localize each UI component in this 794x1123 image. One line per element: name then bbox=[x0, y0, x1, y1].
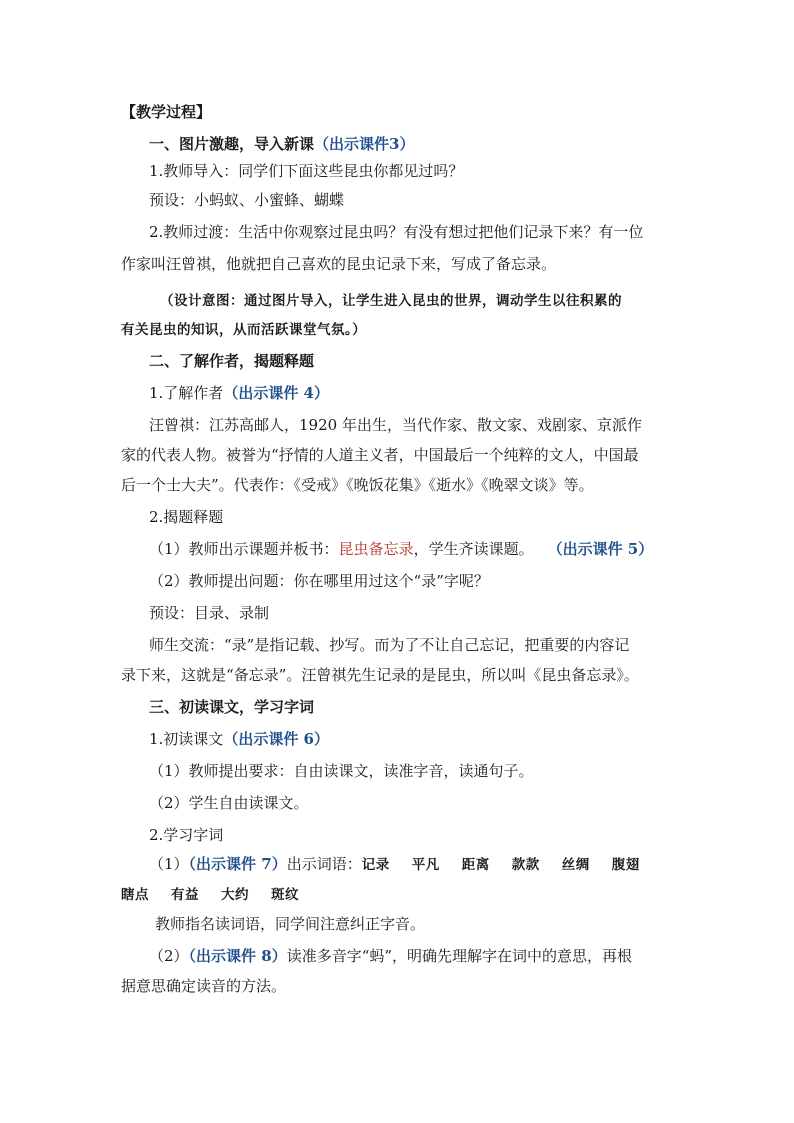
word-0: 记录 bbox=[361, 857, 390, 873]
sec3-p1-text: 1.初读课文 bbox=[149, 730, 224, 748]
word-4: 丝绸 bbox=[561, 857, 590, 873]
word-6: 瞎点 bbox=[121, 887, 149, 903]
sec3-p7-ref: （出示课件 8） bbox=[188, 947, 287, 965]
sec2-p6b: 录下来，这就是“备忘录”。汪曾祺先生记录的是昆虫，所以叫《昆虫备忘录》。 bbox=[121, 666, 639, 684]
sec3-p5-label: 出示词语： bbox=[286, 855, 362, 873]
sec3-p5-ref: （出示课件 7） bbox=[188, 855, 287, 873]
sec2-p5: 预设：目录、录制 bbox=[149, 604, 270, 622]
sec2-p2: 2.揭题释题 bbox=[149, 508, 224, 526]
sec2-heading: 二、了解作者，揭题释题 bbox=[149, 352, 315, 370]
sec2-p6a: 师生交流：“录”是指记载、抄写。而为了不让自己忘记，把重要的内容记 bbox=[149, 636, 630, 654]
section-title: 【教学过程】 bbox=[121, 103, 212, 121]
bio-line-b: 家的代表人物。被誉为“抒情的人道主义者，中国最后一个纯粹的文人，中国最 bbox=[121, 446, 639, 464]
sec3-heading: 三、初读课文，学习字词 bbox=[149, 698, 315, 716]
sec1-p2: 预设：小蚂蚁、小蜜蜂、蝴蝶 bbox=[149, 191, 345, 209]
sec3-p3: （2）学生自由读课文。 bbox=[149, 794, 309, 812]
sec1-p3a: 2.教师过渡：生活中你观察过昆虫吗？有没有想过把他们记录下来？有一位 bbox=[149, 223, 644, 241]
word-5: 腹翅 bbox=[611, 857, 640, 873]
sec3-p7-b: 据意思确定读音的方法。 bbox=[121, 977, 287, 995]
design-note-b: 有关昆虫的知识，从而活跃课堂气氛。） bbox=[121, 322, 367, 338]
sec1-heading: 一、图片激趣，导入新课 bbox=[149, 135, 315, 153]
word-3: 款款 bbox=[511, 857, 540, 873]
design-note-a: （设计意图：通过图片导入，让学生进入昆虫的世界，调动学生以往积累的 bbox=[160, 293, 622, 309]
sec2-p1-line bbox=[149, 382, 709, 403]
sec3-p7-prefix: （2） bbox=[149, 947, 189, 965]
sec2-p1-ref: （出示课件 4） bbox=[223, 384, 329, 402]
sec2-p3-ref: （出示课件 5） bbox=[547, 540, 654, 558]
word-9: 斑纹 bbox=[271, 887, 299, 903]
sec3-p6: 教师指名读词语，同学间注意纠正字音。 bbox=[155, 915, 426, 933]
bio-line-c: 后一个士大夫”。代表作：《受戒》《晚饭花集》《逝水》《晚翠文谈》等。 bbox=[121, 476, 594, 494]
word-7: 有益 bbox=[171, 887, 199, 903]
sec3-p1-ref: （出示课件 6） bbox=[223, 730, 329, 748]
sec3-p2: （1）教师提出要求：自由读课文，读准字音，读通句子。 bbox=[149, 762, 534, 780]
word-1: 平凡 bbox=[411, 857, 440, 873]
sec2-p1-text: 1.了解作者 bbox=[149, 384, 224, 402]
word-2: 距离 bbox=[461, 857, 490, 873]
sec2-p4: （2）教师提出问题：你在哪里用过这个“录”字呢？ bbox=[149, 572, 489, 590]
bio-line-a: 汪曾祺：江苏高邮人，1920 年出生，当代作家、散文家、戏剧家、京派作 bbox=[149, 416, 642, 434]
sec1-heading-line bbox=[149, 133, 709, 154]
sec1-ref: （出示课件3） bbox=[314, 135, 415, 153]
sec2-p3-b: ，学生齐读课题。 bbox=[413, 540, 534, 558]
sec3-words-line2 bbox=[121, 883, 681, 903]
sec3-p5-line bbox=[149, 853, 709, 874]
sec2-p3-a: （1）教师出示课题并板书： bbox=[149, 540, 339, 558]
word-8: 大约 bbox=[221, 887, 249, 903]
sec3-p5-prefix: （1） bbox=[149, 855, 189, 873]
sec1-p1: 1.教师导入：同学们下面这些昆虫你都见过吗？ bbox=[149, 162, 464, 180]
sec3-p7-a: 读准多音字“蚂”，明确先理解字在词中的意思，再根 bbox=[286, 947, 633, 965]
sec3-p4: 2.学习字词 bbox=[149, 826, 224, 844]
sec3-p1-line bbox=[149, 728, 709, 749]
sec3-p7-line bbox=[149, 945, 709, 966]
sec2-p3-line bbox=[149, 538, 709, 559]
sec1-p3b: 作家叫汪曾祺，他就把自己喜欢的昆虫记录下来，写成了备忘录。 bbox=[121, 255, 557, 273]
lesson-title: 昆虫备忘录 bbox=[338, 540, 414, 558]
